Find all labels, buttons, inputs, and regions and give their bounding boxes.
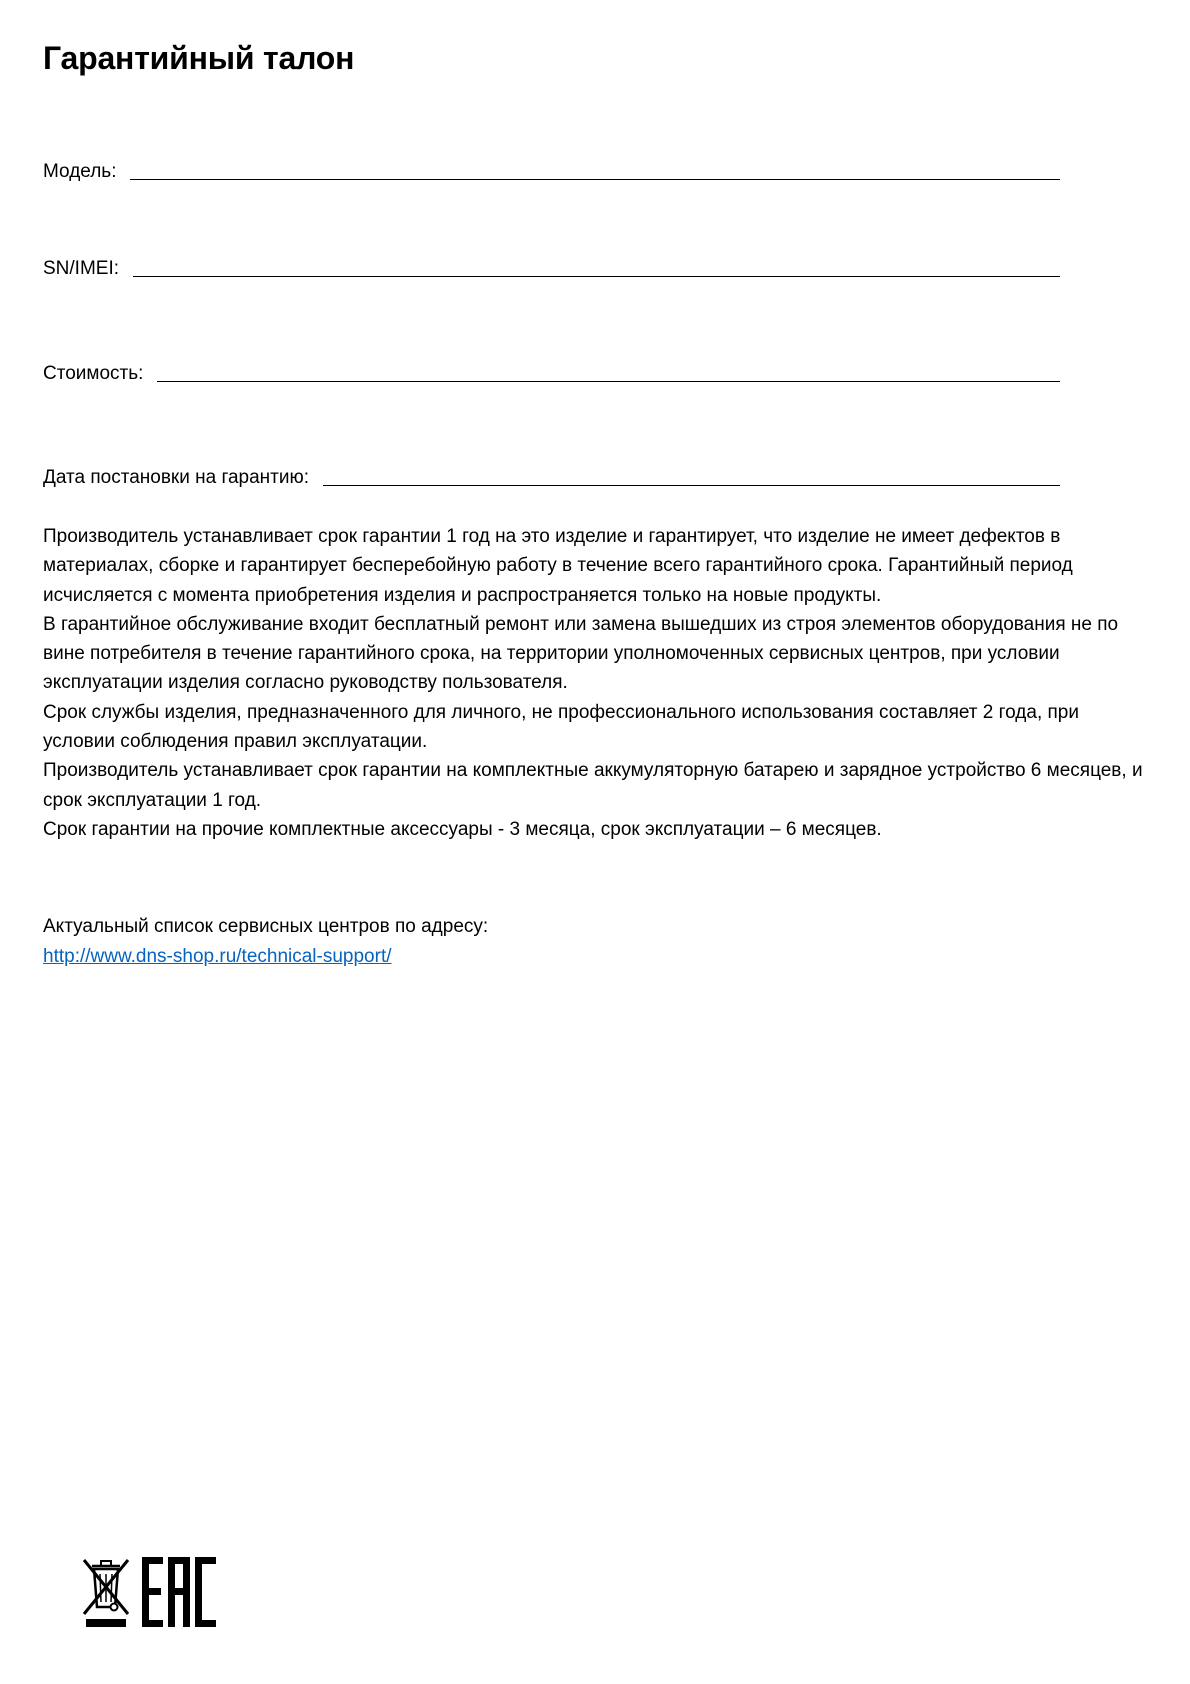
model-line[interactable]	[130, 159, 1060, 180]
sn-imei-label: SN/IMEI:	[43, 258, 120, 279]
cost-label: Стоимость:	[43, 363, 144, 384]
service-centers-label: Актуальный список сервисных центров по адресу:	[43, 916, 489, 937]
terms-paragraph-5: Срок гарантии на прочие комплектные аксессуары - 3 месяца, срок эксплуатации – 6 месяцев.	[43, 818, 882, 840]
terms-paragraph-1: Производитель устанавливает срок гарантии 1 год на это изделие и гарантирует, что изделие не имеет дефектов в материалах, сборке и гарантирует бесперебойную работу в течение всего гарантийного срока. Гарантийный период исчисляется с момента приобретения изделия и распространяется только на новые продукты.	[43, 526, 1073, 606]
certification-marks	[80, 1555, 218, 1629]
service-centers-link[interactable]: http://www.dns-shop.ru/technical-support/	[43, 946, 392, 967]
warranty-date-line[interactable]	[323, 465, 1060, 486]
model-field[interactable]	[43, 158, 1060, 184]
eac-mark	[140, 1555, 218, 1629]
terms-paragraph-2: В гарантийное обслуживание входит бесплатный ремонт или замена вышедших из строя элементов оборудования не по вине потребителя в течение гарантийного срока, на территории уполномоченных сервисных центров, при условии эксплуатации изделия согласно руководству пользователя.	[43, 613, 1119, 694]
sn-imei-field[interactable]	[43, 255, 1060, 281]
terms-paragraph-4: Производитель устанавливает срок гарантии на комплектные аккумуляторную батарею и зарядное устройство 6 месяцев, и срок эксплуатации 1 год.	[43, 760, 1143, 811]
service-centers	[43, 912, 488, 972]
crossed-out-bin-icon	[80, 1557, 132, 1629]
terms-paragraph-3: Срок службы изделия, предназначенного для личного, не профессионального использования составляет 2 года, при условии соблюдения правил эксплуатации.	[43, 701, 1079, 753]
model-label: Модель:	[43, 161, 117, 182]
page-title: Гарантийный талон	[43, 40, 355, 76]
warranty-date-label: Дата постановки на гарантию:	[43, 467, 310, 488]
sn-imei-line[interactable]	[133, 256, 1060, 277]
warranty-date-field[interactable]	[43, 464, 1060, 490]
cost-line[interactable]	[157, 361, 1060, 382]
cost-field[interactable]	[43, 360, 1060, 386]
warranty-terms	[43, 522, 1143, 844]
